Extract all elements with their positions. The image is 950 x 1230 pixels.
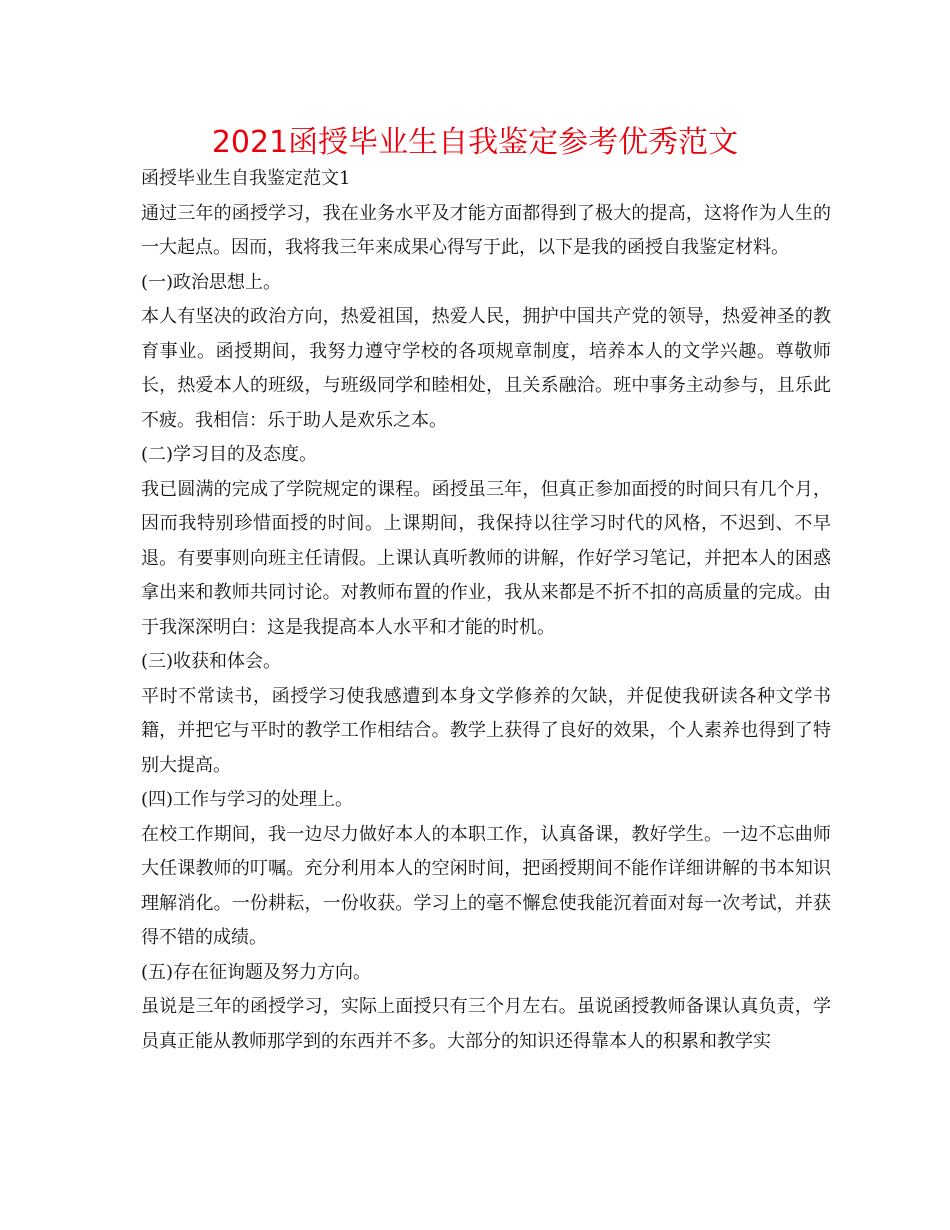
work-study-paragraph: 在校工作期间，我一边尽力做好本人的本职工作，认真备课，教好学生。一边不忘曲师大任课教师的叮嘱。充分利用本人的空闲时间，把函授期间不能作详细讲解的书本知识理解消化。一份耕耘，一份收获。学习上的毫不懈怠使我能沉着面对每一次考试，并获得不错的成绩。 <box>141 823 831 948</box>
section-heading-politics: (一)政治思想上。 <box>141 271 282 293</box>
document-title: 2021函授毕业生自我鉴定参考优秀范文 <box>211 125 739 160</box>
problems-paragraph: 虽说是三年的函授学习，实际上面授只有三个月左右。虽说函授教师备课认真负责，学员真正能从教师那学到的东西并不多。大部分的知识还得靠本人的积累和教学实 <box>141 996 831 1052</box>
document-body <box>141 162 831 1059</box>
section-heading-gains: (三)收获和体会。 <box>141 651 282 672</box>
intro-paragraph: 通过三年的函授学习，我在业务水平及才能方面都得到了极大的提高，这将作为人生的一大起点。因而，我将我三年来成果心得写于此，以下是我的函授自我鉴定材料。 <box>141 202 831 258</box>
study-attitude-paragraph: 我已圆满的完成了学院规定的课程。函授虽三年，但真正参加面授的时间只有几个月，因而我特别珍惜面授的时间。上课期间，我保持以往学习时代的风格，不迟到、不早退。有要事则向班主任请假。上课认真听教师的讲解，作好学习笔记，并把本人的困惑拿出来和教师共同讨论。对教师布置的作业，我从来都是不折不扣的高质量的完成。由于我深深明白：这是我提高本人水平和才能的时机。 <box>141 478 831 638</box>
politics-paragraph: 本人有坚决的政治方向，热爱祖国，热爱人民，拥护中国共产党的领导，热爱神圣的教育事业。函授期间，我努力遵守学校的各项规章制度，培养本人的文学兴趣。尊敬师长，热爱本人的班级，与班级同学和睦相处，且关系融洽。班中事务主动参与，且乐此不疲。我相信：乐于助人是欢乐之本。 <box>141 306 831 431</box>
section-heading-work-study: (四)工作与学习的处理上。 <box>141 789 354 810</box>
gains-paragraph: 平时不常读书，函授学习使我感遭到本身文学修养的欠缺，并促使我研读各种文学书籍，并把它与平时的教学工作相结合。教学上获得了良好的效果，个人素养也得到了特别大提高。 <box>141 685 831 776</box>
section-heading-study-attitude: (二)学习目的及态度。 <box>141 444 318 465</box>
section-heading-problems: (五)存在征询题及努力方向。 <box>141 961 372 983</box>
subtitle-paragraph: 函授毕业生自我鉴定范文1 <box>141 168 351 189</box>
